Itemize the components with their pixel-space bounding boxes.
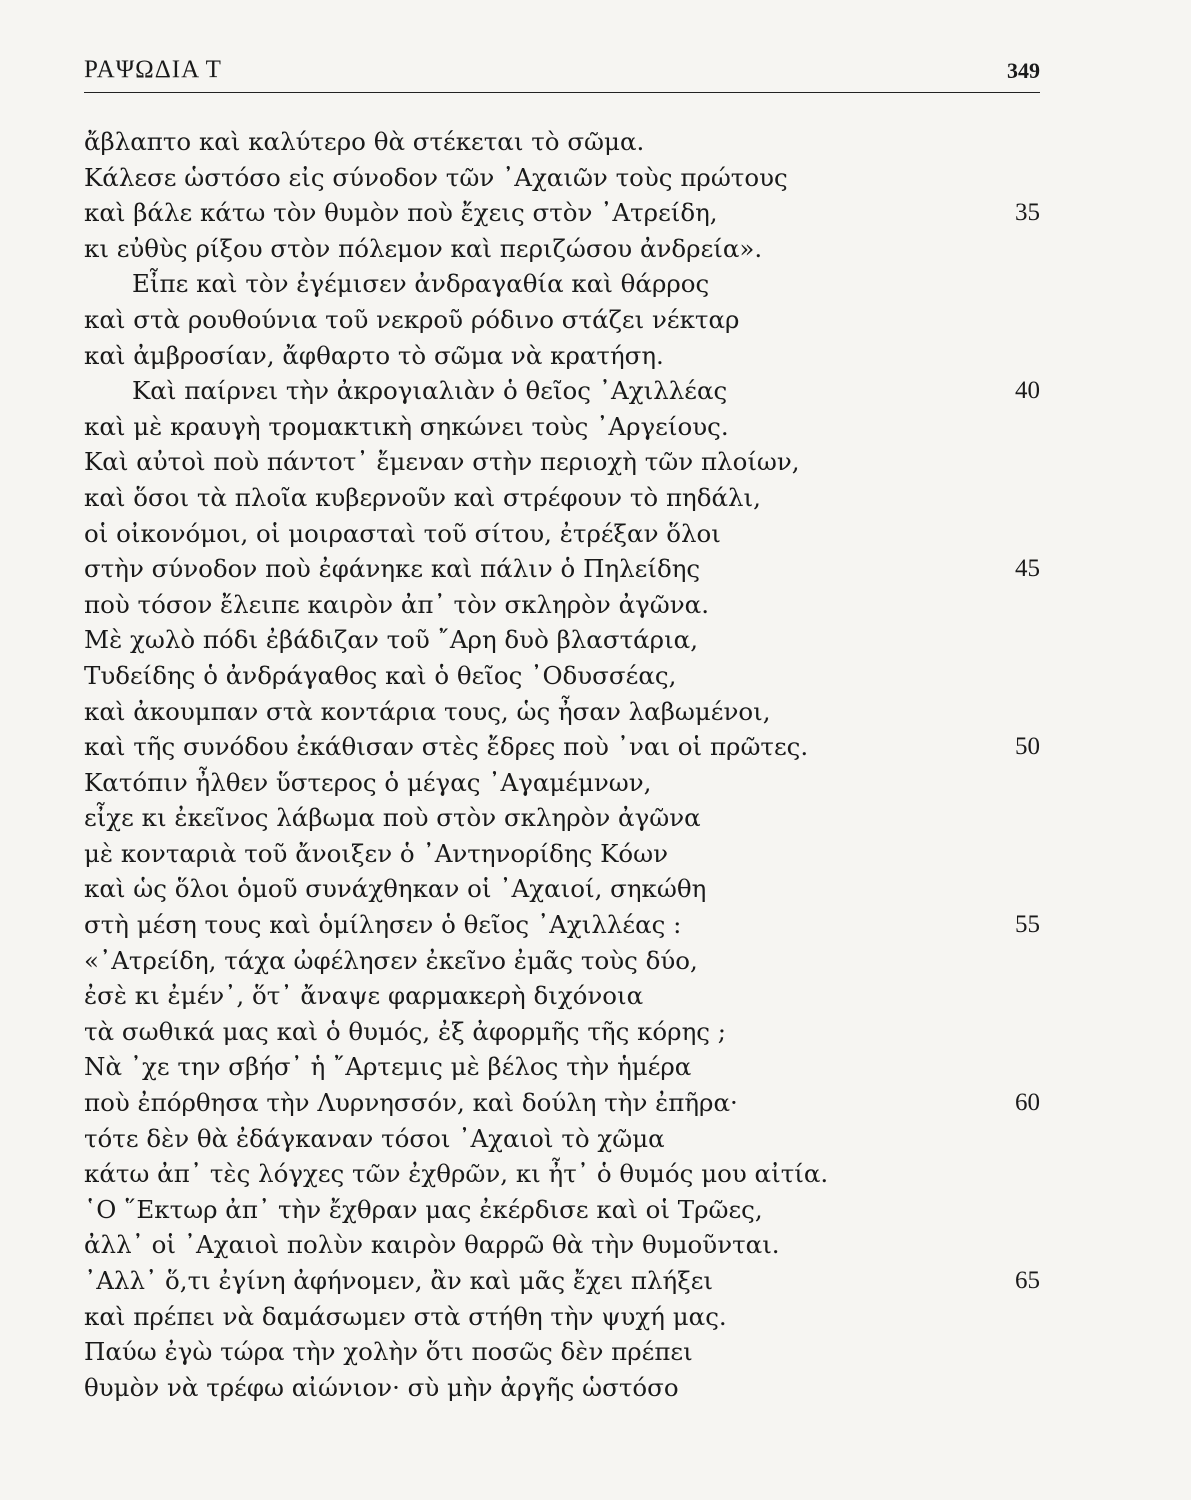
verse-line: [84, 409, 1040, 445]
verse-text: Νὰ ᾿χε την σβήσ᾿ ἡ ῎Αρτεμις μὲ βέλος τὴν ἡμέρα: [84, 1052, 692, 1082]
verse-line: [84, 338, 1040, 374]
line-number: 35: [1015, 199, 1040, 227]
verse-text: ᾿Αλλ᾿ ὅ,τι ἐγίνη ἀφήνομεν, ἂν καὶ μᾶς ἔχει πλήξει: [84, 1266, 714, 1295]
verse-text: τότε δὲν θὰ ἐδάγκαναν τόσοι ᾿Αχαιοὶ τὸ χῶμα: [84, 1123, 665, 1153]
verse-text: ποὺ τόσον ἔλειπε καιρὸν ἀπ᾿ τὸν σκληρὸν ἀγῶνα.: [84, 589, 709, 619]
verse-text: Παύω ἐγὼ τώρα τὴν χολὴν ὅτι ποσῶς δὲν πρέπει: [84, 1337, 693, 1367]
poem-body: [84, 124, 1040, 1405]
verse-line: [84, 302, 1040, 338]
verse-line: [84, 1192, 1040, 1228]
running-header: [84, 52, 1040, 92]
verse-line: [84, 658, 1040, 694]
verse-text: καὶ ὅσοι τὰ πλοῖα κυβερνοῦν καὶ στρέφουν τὸ πηδάλι,: [84, 482, 761, 512]
verse-line: [84, 1334, 1040, 1370]
line-number: 50: [1015, 733, 1040, 761]
verse-line: [84, 231, 1040, 267]
verse-text: τὰ σωθικά μας καὶ ὁ θυμός, ἐξ ἀφορμῆς τῆς κόρης ;: [84, 1016, 727, 1046]
verse-text: καὶ πρέπει νὰ δαμάσωμεν στὰ στήθη τὴν ψυχή μας.: [84, 1301, 727, 1331]
verse-line: [84, 1085, 1040, 1121]
header-divider: [84, 92, 1040, 93]
verse-line: [84, 1370, 1040, 1406]
verse-text: μὲ κονταριὰ τοῦ ἄνοιξεν ὁ ᾿Αντηνορίδης Κόων: [84, 838, 669, 868]
verse-text: ἐσὲ κι ἐμέν᾿, ὅτ᾿ ἄναψε φαρμακερὴ διχόνοια: [84, 981, 644, 1011]
verse-text: Κατόπιν ἦλθεν ὕστερος ὁ μέγας ᾿Αγαμέμνων,: [84, 767, 652, 797]
verse-line: [84, 622, 1040, 658]
verse-line: [84, 1156, 1040, 1192]
verse-line: [84, 516, 1040, 552]
verse-line: [84, 694, 1040, 730]
verse-line: [84, 729, 1040, 765]
verse-line: [84, 1121, 1040, 1157]
verse-text: Κάλεσε ὡστόσο εἰς σύνοδον τῶν ᾿Αχαιῶν τοὺς πρώτους: [84, 162, 788, 192]
verse-line: [84, 124, 1040, 160]
verse-text: θυμὸν νὰ τρέφω αἰώνιον· σὺ μὴν ἀργῆς ὡστόσο: [84, 1372, 679, 1402]
verse-line: [84, 800, 1040, 836]
verse-text: καὶ μὲ κραυγὴ τρομακτικὴ σηκώνει τοὺς ᾿Αργείους.: [84, 411, 729, 441]
verse-line: [84, 480, 1040, 516]
verse-line: [84, 1299, 1040, 1335]
verse-line: [84, 444, 1040, 480]
verse-line: [84, 1227, 1040, 1263]
verse-line: [84, 978, 1040, 1014]
verse-line: [84, 160, 1040, 196]
verse-line: [84, 765, 1040, 801]
verse-text: κάτω ἀπ᾿ τὲς λόγχες τῶν ἐχθρῶν, κι ἦτ᾿ ὁ θυμός μου αἰτία.: [84, 1159, 829, 1189]
verse-text: καὶ ἀκουμπαν στὰ κοντάρια τους, ὡς ἦσαν λαβωμένοι,: [84, 696, 771, 726]
line-number: 40: [1015, 377, 1040, 405]
verse-text: Καὶ παίρνει τὴν ἀκρογιαλιὰν ὁ θεῖος ᾿Αχιλλέας: [132, 376, 728, 406]
verse-text: Εἶπε καὶ τὸν ἐγέμισεν ἀνδραγαθία καὶ θάρρος: [132, 269, 710, 299]
line-number: 60: [1015, 1089, 1040, 1117]
verse-text: Τυδείδης ὁ ἀνδράγαθος καὶ ὁ θεῖος ᾿Οδυσσέας,: [84, 660, 677, 690]
verse-line: [84, 1014, 1040, 1050]
verse-text: οἱ οἰκονόμοι, οἱ μοιρασταὶ τοῦ σίτου, ἐτρέξαν ὅλοι: [84, 518, 721, 548]
verse-line: [84, 907, 1040, 943]
verse-line: [84, 551, 1040, 587]
line-number: 55: [1015, 911, 1040, 939]
verse-text: καὶ στὰ ρουθούνια τοῦ νεκροῦ ρόδινο στάζει νέκταρ: [84, 304, 740, 334]
verse-text: Μὲ χωλὸ πόδι ἐβάδιζαν τοῦ ῎Αρη δυὸ βλαστάρια,: [84, 625, 699, 655]
verse-text: εἶχε κι ἐκεῖνος λάβωμα ποὺ στὸν σκληρὸν ἀγῶνα: [84, 803, 701, 833]
verse-text: κι εὐθὺς ρίξου στὸν πόλεμον καὶ περιζώσου ἀνδρεία».: [84, 233, 763, 263]
verse-text: στὴ μέση τους καὶ ὁμίλησεν ὁ θεῖος ᾿Αχιλλέας :: [84, 910, 682, 940]
verse-text: καὶ ὡς ὅλοι ὁμοῦ συνάχθηκαν οἱ ᾿Αχαιοί, σηκώθη: [84, 874, 707, 904]
verse-text: καὶ τῆς συνόδου ἐκάθισαν στὲς ἔδρες ποὺ ᾿ναι οἱ πρῶτες.: [84, 732, 809, 762]
line-number: 65: [1015, 1267, 1040, 1294]
verse-line: [84, 871, 1040, 907]
page-number: 349: [1007, 58, 1040, 83]
verse-line: [84, 195, 1040, 231]
verse-line: [84, 266, 1040, 302]
line-number: 45: [1015, 555, 1040, 583]
verse-line: [84, 1049, 1040, 1085]
header-title: ΡΑΨΩΔΙΑ Τ: [84, 56, 222, 83]
verse-text: ποὺ ἐπόρθησα τὴν Λυρνησσόν, καὶ δούλη τὴν ἐπῆρα·: [84, 1088, 738, 1118]
verse-text: Καὶ αὐτοὶ ποὺ πάντοτ᾿ ἔμεναν στὴν περιοχὴ τῶν πλοίων,: [84, 447, 800, 477]
verse-text: ἀλλ᾿ οἱ ᾿Αχαιοὶ πολὺν καιρὸν θαρρῶ θὰ τὴν θυμοῦνται.: [84, 1230, 780, 1260]
verse-text: καὶ ἀμβροσίαν, ἄφθαρτο τὸ σῶμα νὰ κρατήση.: [84, 340, 664, 370]
verse-text: στὴν σύνοδον ποὺ ἐφάνηκε καὶ πάλιν ὁ Πηλείδης: [84, 554, 701, 584]
verse-text: καὶ βάλε κάτω τὸν θυμὸν ποὺ ἔχεις στὸν ᾿Ατρείδη,: [84, 198, 718, 228]
verse-text: ἄβλαπτο καὶ καλύτερο θὰ στέκεται τὸ σῶμα.: [84, 127, 645, 156]
verse-line: [84, 836, 1040, 872]
verse-text: «᾿Ατρείδη, τάχα ὠφέλησεν ἐκεῖνο ἐμᾶς τοὺς δύο,: [84, 945, 698, 975]
verse-line: [84, 1263, 1040, 1299]
verse-line: [84, 943, 1040, 979]
verse-text: ῾Ο ῞Εκτωρ ἀπ᾿ τὴν ἔχθραν μας ἐκέρδισε καὶ οἱ Τρῶες,: [84, 1194, 763, 1224]
verse-line: [84, 373, 1040, 409]
verse-line: [84, 587, 1040, 623]
